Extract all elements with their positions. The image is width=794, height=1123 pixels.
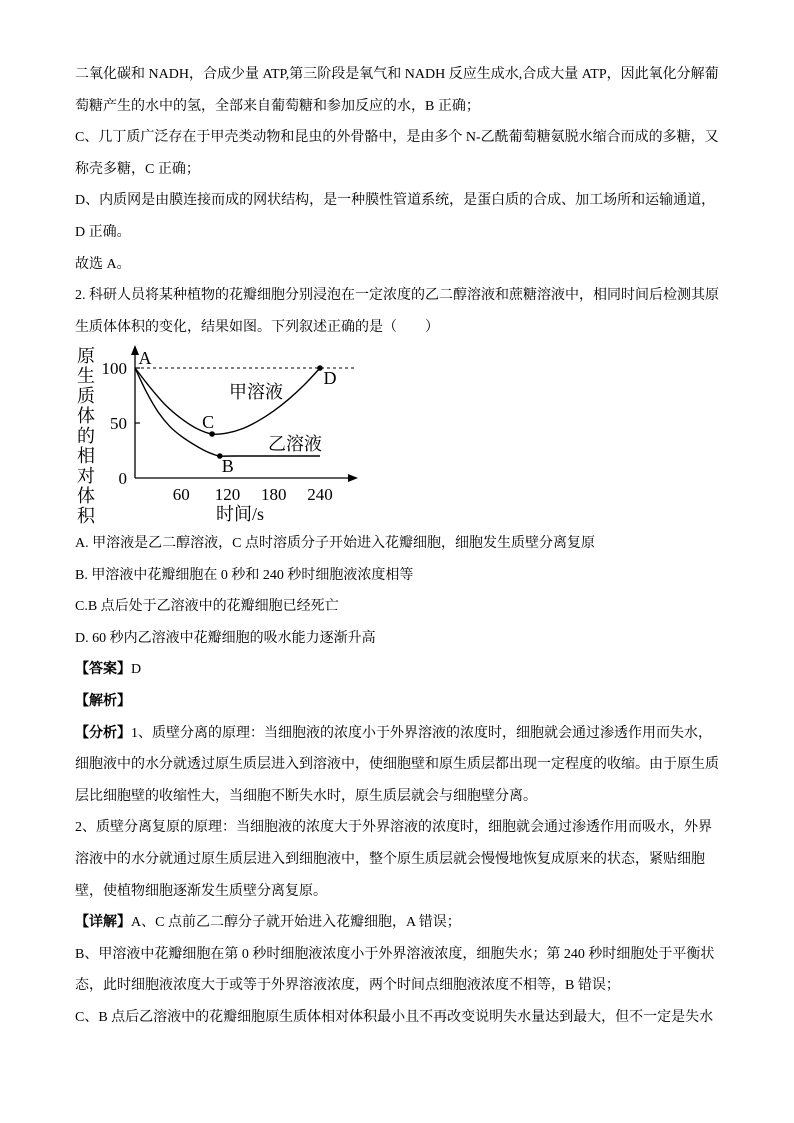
upper-text-block bbox=[75, 59, 775, 343]
chart-svg bbox=[60, 340, 380, 530]
x-tick-label: 60 bbox=[172, 485, 190, 504]
option-d: D. 60 秒内乙溶液中花瓣细胞的吸水能力逐渐升高 bbox=[75, 630, 376, 646]
x-tick-label: 120 bbox=[214, 485, 241, 504]
x-tick-label: 180 bbox=[261, 485, 287, 504]
choose-answer-line: 故选 A。 bbox=[75, 256, 131, 272]
explanation-line: 二氧化碳和 NADH，合成少量 ATP,第三阶段是氧气和 NADH 反应生成水,合成大量 ATP，因此氧化分解葡 bbox=[75, 67, 719, 82]
y-tick-label: 50 bbox=[110, 414, 127, 433]
point-D-marker bbox=[317, 365, 323, 371]
lower-text-block bbox=[75, 528, 775, 1034]
series-line-0 bbox=[135, 368, 320, 434]
series-label-1: 乙溶液 bbox=[268, 434, 322, 454]
fenxi-line: 溶液中的水分就通过原生质层进入到细胞液中，整个原生质层就会慢慢地恢复成原来的状态，紧贴细胞 bbox=[75, 851, 705, 867]
explanation-line: D、内质网是由膜连接而成的网状结构，是一种膜性管道系统，是蛋白质的合成、加工场所和运输通道， bbox=[75, 193, 716, 209]
explanation-line: C、几丁质广泛存在于甲壳类动物和昆虫的外骨骼中，是由多个 N-乙酰葡萄糖氨脱水缩合而成的多糖，又 bbox=[75, 130, 719, 146]
chart-x-axis-label: 时间/s bbox=[215, 504, 265, 524]
answer-value: D bbox=[131, 662, 142, 678]
fenxi-line: 层比细胞壁的收缩性大，当细胞不断失水时，原生质层就会与细胞壁分离。 bbox=[75, 788, 537, 804]
fenxi-line: 壁，使植物细胞逐渐发生质壁分离复原。 bbox=[75, 883, 327, 899]
point-C-label: C bbox=[202, 412, 215, 432]
detail-label: 【详解】 bbox=[75, 915, 131, 931]
analysis-label: 【解析】 bbox=[75, 693, 131, 709]
y-tick-label: 0 bbox=[118, 469, 127, 488]
y-tick-label: 100 bbox=[101, 359, 127, 378]
point-A-label: A bbox=[138, 348, 152, 368]
point-B-label: B bbox=[221, 456, 234, 476]
detail-line bbox=[75, 907, 775, 939]
detail-text: A、C 点前乙二醇分子就开始进入花瓣细胞，A 错误； bbox=[131, 915, 461, 931]
detail-line: C、B 点后乙溶液中的花瓣细胞原生质体相对体积最小且不再改变说明失水量达到最大，但不一定是失水 bbox=[75, 1009, 714, 1025]
detail-line: B、甲溶液中花瓣细胞在第 0 秒时细胞液浓度小于外界溶液浓度，细胞失水；第 240 秒时细胞处于平衡状 bbox=[75, 946, 715, 962]
detail-line: 态，此时细胞液浓度大于或等于外界溶液浓度，两个时间点细胞液浓度不相等，B 错误； bbox=[75, 978, 620, 994]
answer-label: 【答案】 bbox=[75, 662, 131, 678]
point-C-marker bbox=[209, 431, 215, 437]
series-label-0: 甲溶液 bbox=[229, 382, 283, 402]
explanation-line: 萄糖产生的水中的氢，全部来自葡萄糖和参加反应的水，B 正确； bbox=[75, 98, 480, 114]
x-axis-arrow bbox=[348, 474, 358, 482]
option-b: B. 甲溶液中花瓣细胞在 0 秒和 240 秒时细胞液浓度相等 bbox=[75, 567, 414, 583]
x-tick-label: 240 bbox=[307, 485, 333, 504]
explanation-line: 称壳多糖，C 正确； bbox=[75, 161, 200, 177]
fenxi-line: 2、质壁分离复原的原理：当细胞液的浓度大于外界溶液的浓度时，细胞就会通过渗透作用而吸水，外界 bbox=[75, 820, 712, 836]
explanation-line: D 正确。 bbox=[75, 224, 131, 240]
option-a: A. 甲溶液是乙二醇溶液，C 点时溶质分子开始进入花瓣细胞，细胞发生质壁分离复原 bbox=[75, 536, 595, 551]
fenxi-text: 1、质壁分离的原理：当细胞液的浓度小于外界溶液的浓度时，细胞就会通过渗透作用而失水， bbox=[131, 725, 712, 741]
point-D-label: D bbox=[323, 368, 337, 388]
analysis-heading bbox=[75, 686, 775, 718]
question-stem-line: 生质体体积的变化，结果如图。下列叙述正确的是（ ） bbox=[75, 319, 439, 335]
answer-line bbox=[75, 654, 775, 686]
protoplast-volume-chart bbox=[60, 340, 380, 530]
question-stem-line: 2. 科研人员将某种植物的花瓣细胞分别浸泡在一定浓度的乙二醇溶液和蔗糖溶液中，相同时间后检测其原 bbox=[75, 288, 719, 304]
fenxi-label: 【分析】 bbox=[75, 725, 131, 741]
fenxi-line: 细胞液中的水分就透过原生质层进入到溶液中，使细胞壁和原生质层都出现一定程度的收缩。由于原生质 bbox=[75, 757, 719, 773]
chart-y-axis-label: 原生质体的相对体积 bbox=[75, 346, 95, 526]
fenxi-line bbox=[75, 718, 775, 750]
option-c: C.B 点后处于乙溶液中的花瓣细胞已经死亡 bbox=[75, 599, 339, 615]
